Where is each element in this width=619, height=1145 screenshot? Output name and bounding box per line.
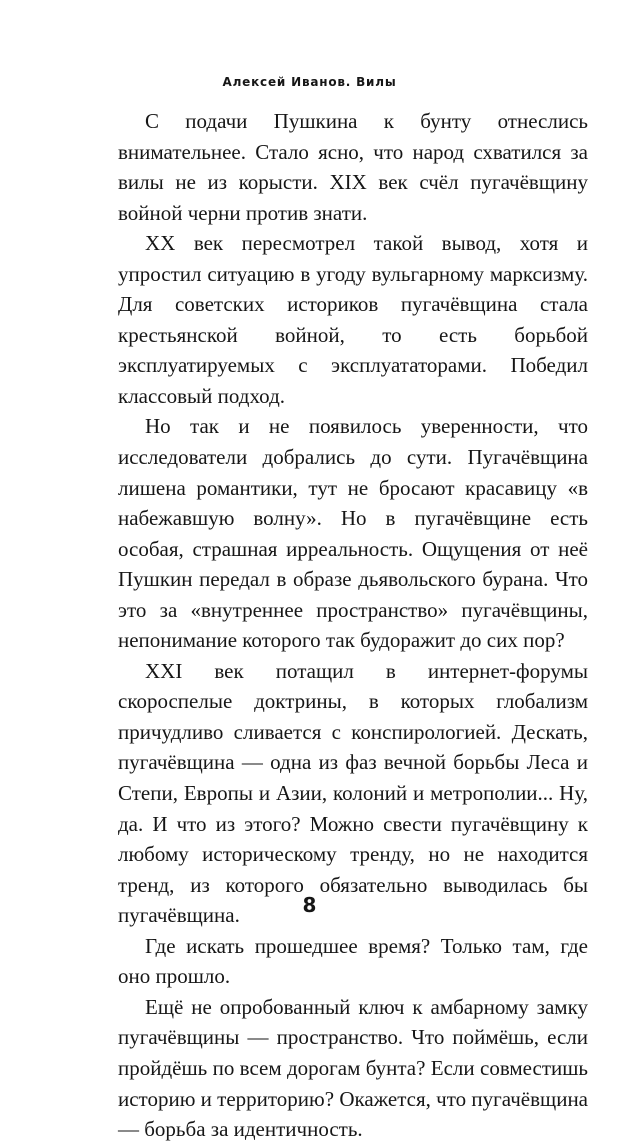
- paragraph: С подачи Пушкина к бунту отнеслись внимательнее. Стало ясно, что народ схватился за вилы не из корысти. XIX век счёл пугачёвщину войной черни против знати.: [118, 109, 588, 225]
- page-number: 8: [302, 893, 317, 917]
- paragraph: Ещё не опробованный ключ к амбарному замку пугачёвщины — пространство. Что поймёшь, если пройдёшь по всем дорогам бунта? Если совместишь историю и территорию? Окажется, что пугачёвщина — борьба за идентичность.: [118, 994, 588, 1142]
- paragraph: XX век пересмотрел такой вывод, хотя и упростил ситуацию в угоду вульгарному марксизму. Для советских историков пугачёвщина стала крестьянской войной, то есть борьбой эксплуатируемых с эксплуататорами. Победил классовый подход.: [118, 231, 588, 408]
- paragraph: XXI век потащил в интернет-форумы скороспелые доктрины, в которых глобализм причудливо сливается с конспирологией. Дескать, пугачёвщина — одна из фаз вечной борьбы Леса и Степи, Европы и Азии, колоний и метрополии... Ну, да. И что из этого? Можно свести пугачёвщину к любому историческому тренду, но не находится тренд, из которого обязательно выводилась бы пугачёвщина.: [118, 658, 588, 928]
- running-head: Алексей Иванов. Вилы: [222, 75, 397, 89]
- paragraph: Но так и не появилось уверенности, что исследователи добрались до сути. Пугачёвщина лишена романтики, тут не бросают красавицу «в набежавшую волну». Но в пугачёвщине есть особая, страшная ирреальность. Ощущения от неё Пушкин передал в образе дьявольского бурана. Что это за «внутреннее пространство» пугачёвщины, непонимание которого так будоражит до сих пор?: [118, 414, 588, 653]
- main-text: [118, 106, 588, 1145]
- paragraph: Где искать прошедшее время? Только там, где оно прошло.: [118, 933, 588, 989]
